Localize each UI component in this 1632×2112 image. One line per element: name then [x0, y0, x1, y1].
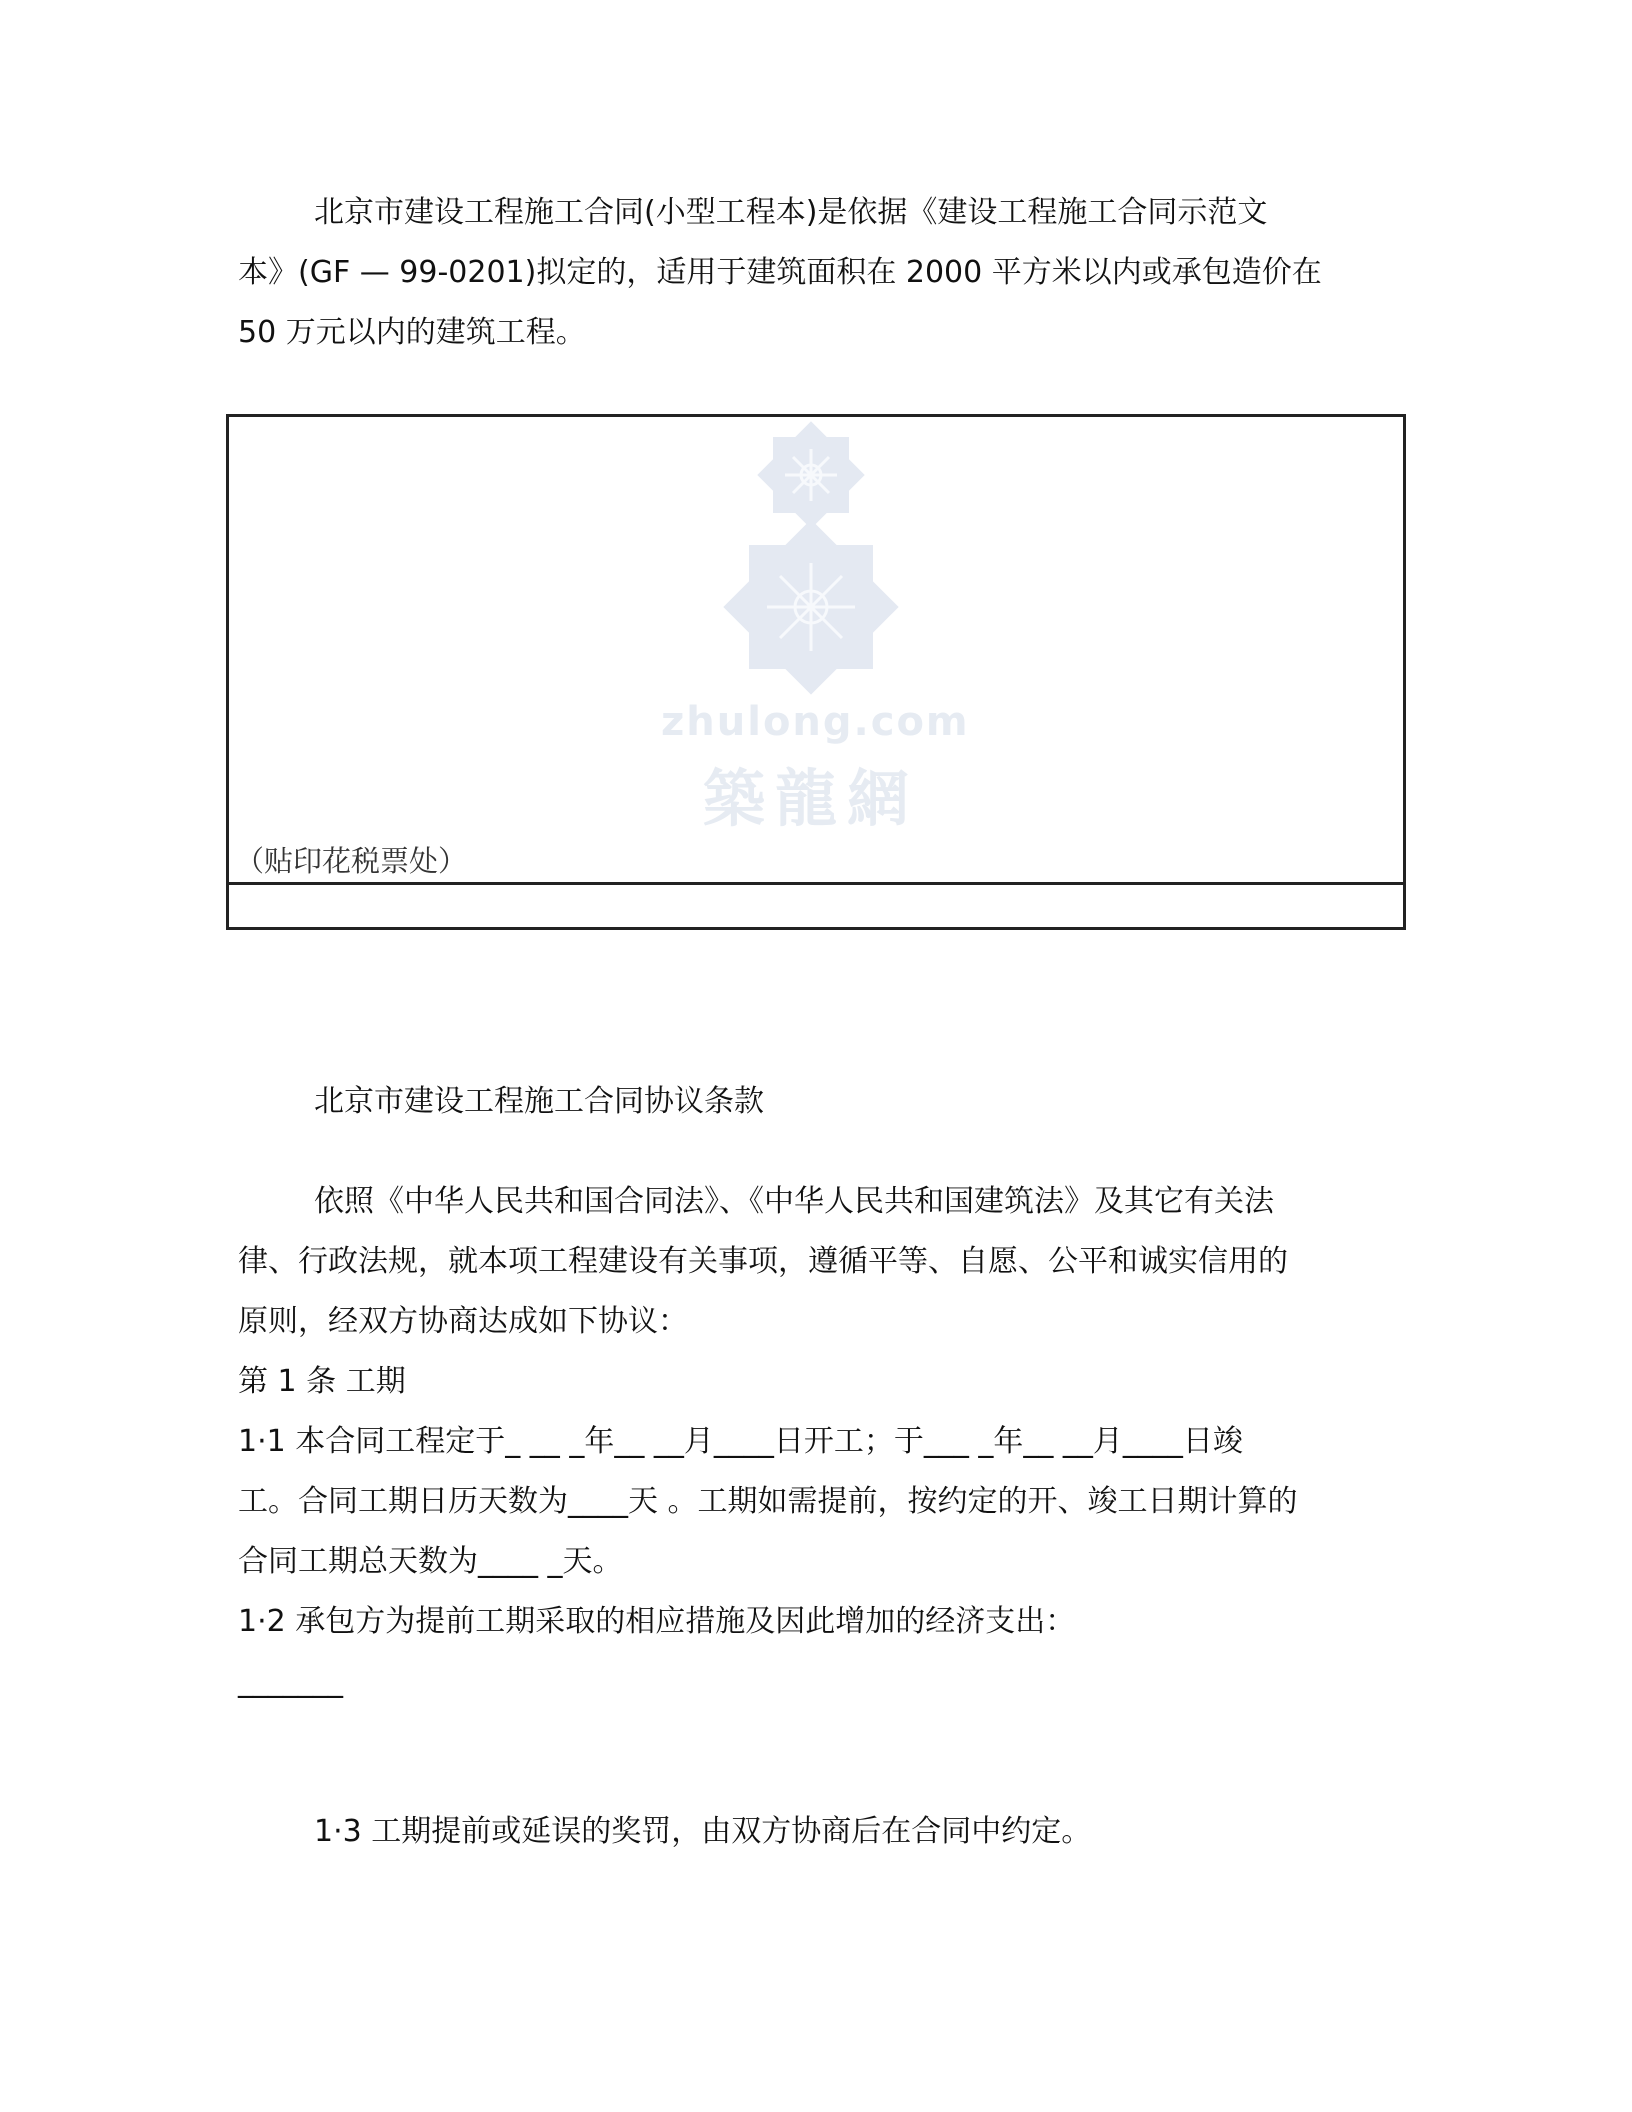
article-1-title: 第 1 条 工期	[238, 1364, 406, 1399]
watermark-domain: zhulong.com	[661, 699, 970, 745]
stamp-box-divider	[229, 882, 1403, 885]
intro-line: 本》(GF — 99-0201)拟定的，适用于建筑面积在 2000 平方米以内或承包造价在	[238, 255, 1322, 290]
watermark-name: 築龍網	[702, 762, 919, 835]
preamble-line: 依照《中华人民共和国合同法》、《中华人民共和国建筑法》及其它有关法	[314, 1184, 1274, 1219]
preamble-line: 原则，经双方协商达成如下协议：	[238, 1304, 688, 1339]
clause-line: 工。合同工期日历天数为____天 。工期如需提前，按约定的开、竣工日期计算的	[238, 1484, 1298, 1519]
clause-line: 1·1 本合同工程定于_ __ _年__ __月____日开工；于___ _年__ __月____日竣	[238, 1424, 1243, 1459]
intro-paragraph	[238, 183, 1378, 363]
clause-1-2-blank: _______	[238, 1664, 343, 1699]
tax-stamp-box	[226, 414, 1406, 930]
zhulong-watermark	[661, 417, 970, 837]
clause-1-2: 1·2 承包方为提前工期采取的相应措施及因此增加的经济支出：	[238, 1604, 1076, 1639]
stamp-label: （贴印花税票处）	[235, 844, 468, 878]
intro-line: 北京市建设工程施工合同(小型工程本)是依据《建设工程施工合同示范文	[314, 195, 1268, 230]
clause-1-3: 1·3 工期提前或延误的奖罚，由双方协商后在合同中约定。	[314, 1814, 1092, 1849]
preamble-line: 律、行政法规，就本项工程建设有关事项，遵循平等、自愿、公平和诚实信用的	[238, 1244, 1288, 1279]
clause-line: 合同工期总天数为____ _天。	[238, 1544, 623, 1579]
clause-1-1	[238, 1412, 1378, 1592]
agreement-title: 北京市建设工程施工合同协议条款	[314, 1084, 764, 1119]
agreement-preamble	[238, 1172, 1378, 1352]
intro-line: 50 万元以内的建筑工程。	[238, 315, 586, 350]
snowflake-logo-icon	[661, 417, 961, 717]
